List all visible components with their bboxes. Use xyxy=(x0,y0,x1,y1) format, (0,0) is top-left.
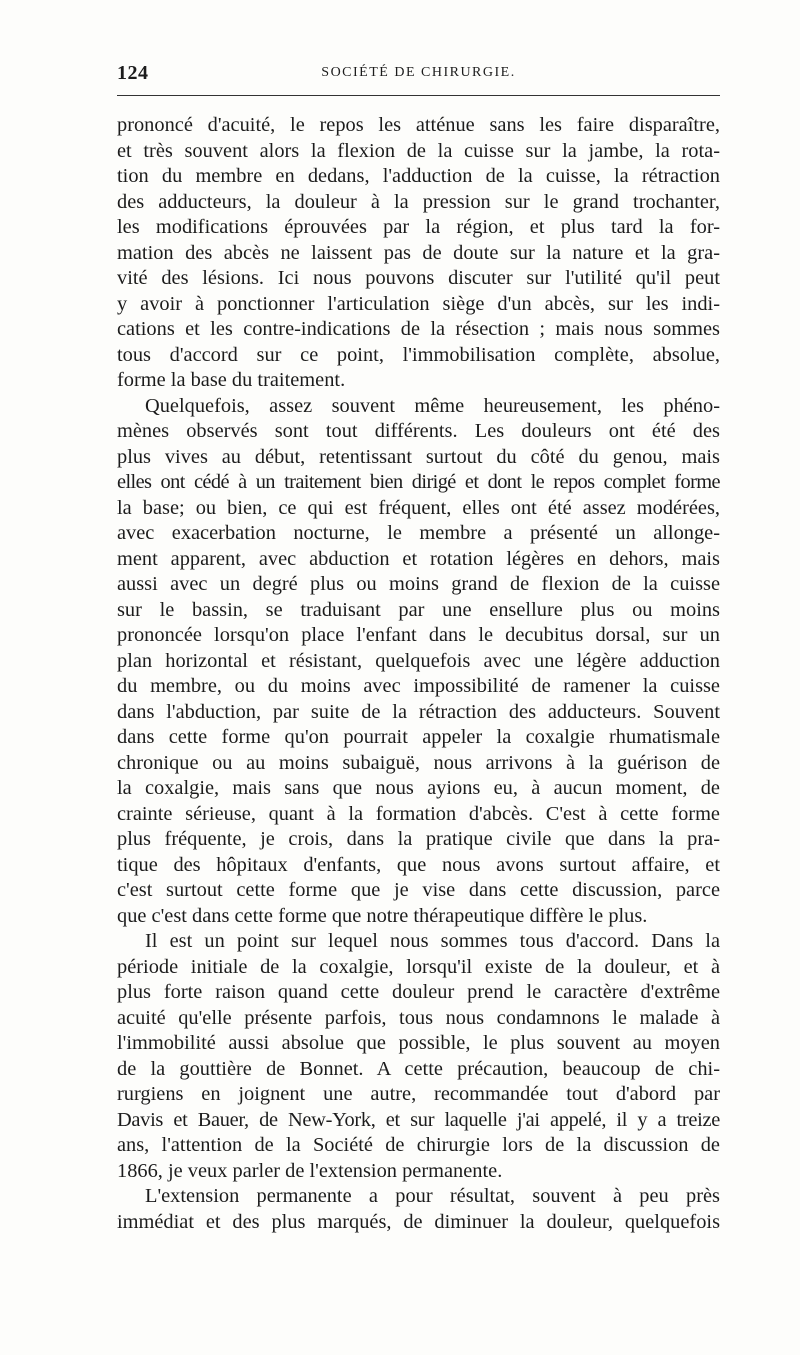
text-line: acuité qu'elle présente parfois, tous nous condamnons le malade à xyxy=(117,1006,720,1029)
text-line: la base; ou bien, ce qui est fréquent, elles ont été assez modérées, xyxy=(117,496,720,519)
text-line: mation des abcès ne laissent pas de doute sur la nature et la gra- xyxy=(117,241,720,264)
text-line: prononcée lorsqu'on place l'enfant dans le decubitus dorsal, sur un xyxy=(117,624,720,646)
text-line: y avoir à ponctionner l'articulation siège d'un abcès, sur les indi- xyxy=(117,292,720,315)
page-number: 124 xyxy=(117,62,149,84)
text-line: prononcé d'acuité, le repos les atténue sans les faire disparaître, xyxy=(117,114,720,136)
running-title: SOCIÉTÉ DE CHIRURGIE. xyxy=(321,65,516,80)
paragraph-1 xyxy=(117,113,720,394)
paragraph-3 xyxy=(117,929,720,1184)
text-line: tion du membre en dedans, l'adduction de la cuisse, la rétraction xyxy=(117,165,720,187)
text-line: dans cette forme qu'on pourrait appeler la coxalgie rhumatismale xyxy=(117,726,720,748)
text-line: crainte sérieuse, quant à la formation d'abcès. C'est à cette forme xyxy=(117,802,720,825)
body-text xyxy=(117,113,720,1235)
text-line: ans, l'attention de la Société de chirurgie lors de la discussion de xyxy=(117,1134,720,1156)
header-rule xyxy=(117,95,720,96)
text-line: rurgiens en joignent une autre, recommandée tout d'abord par xyxy=(117,1083,720,1105)
text-line: forme la base du traitement. xyxy=(117,369,346,391)
paragraph-4 xyxy=(117,1184,720,1235)
text-line: c'est surtout cette forme que je vise dans cette discussion, parce xyxy=(117,879,720,901)
text-line: dans l'abduction, par suite de la rétraction des adducteurs. Souvent xyxy=(117,700,720,723)
text-line: L'extension permanente a pour résultat, souvent à peu près xyxy=(145,1185,720,1207)
text-line: elles ont cédé à un traitement bien dirigé et dont le repos complet forme xyxy=(117,471,720,493)
text-line: ment apparent, avec abduction et rotation légères en dehors, mais xyxy=(117,547,720,570)
text-line: vité des lésions. Ici nous pouvons discuter sur l'utilité qu'il peut xyxy=(117,267,720,289)
text-line: tique des hôpitaux d'enfants, que nous avons surtout affaire, et xyxy=(117,853,720,876)
text-line: sur le bassin, se traduisant par une ensellure plus ou moins xyxy=(117,598,720,621)
running-head xyxy=(117,60,720,88)
text-line: immédiat et des plus marqués, de diminuer la douleur, quelquefois xyxy=(117,1210,720,1233)
text-line: plus fréquente, je crois, dans la pratique civile que dans la pra- xyxy=(117,828,720,850)
paragraph-2 xyxy=(117,394,720,930)
text-line: Davis et Bauer, de New-York, et sur laquelle j'ai appelé, il y a treize xyxy=(117,1108,720,1131)
text-line: que c'est dans cette forme que notre thérapeutique diffère le plus. xyxy=(117,904,648,927)
text-line: cations et les contre-indications de la résection ; mais nous sommes xyxy=(117,318,720,340)
text-line: les modifications éprouvées par la région, et plus tard la for- xyxy=(117,216,720,238)
text-line: chronique ou au moins subaiguë, nous arrivons à la guérison de xyxy=(117,751,720,774)
text-line: mènes observés sont tout différents. Les douleurs ont été des xyxy=(117,420,720,442)
text-line: Quelquefois, assez souvent même heureusement, les phéno- xyxy=(145,394,720,417)
text-line: plus forte raison quand cette douleur prend le caractère d'extrême xyxy=(117,981,720,1003)
text-line: de la gouttière de Bonnet. A cette précaution, beaucoup de chi- xyxy=(117,1057,720,1080)
text-line: des adducteurs, la douleur à la pression sur le grand trochanter, xyxy=(117,190,720,213)
text-line: tous d'accord sur ce point, l'immobilisation complète, absolue, xyxy=(117,343,720,366)
text-line: du membre, ou du moins avec impossibilité de ramener la cuisse xyxy=(117,675,720,697)
text-line: Il est un point sur lequel nous sommes tous d'accord. Dans la xyxy=(145,930,720,952)
text-line: plus vives au début, retentissant surtout du côté du genou, mais xyxy=(117,445,720,468)
text-line: avec exacerbation nocturne, le membre a présenté un allonge- xyxy=(117,522,720,544)
text-line: la coxalgie, mais sans que nous ayions eu, à aucun moment, de xyxy=(117,777,720,799)
text-line: et très souvent alors la flexion de la cuisse sur la jambe, la rota- xyxy=(117,139,720,162)
text-line: période initiale de la coxalgie, lorsqu'il existe de la douleur, et à xyxy=(117,955,720,978)
text-line: l'immobilité aussi absolue que possible, le plus souvent au moyen xyxy=(117,1032,720,1054)
text-line: plan horizontal et résistant, quelquefois avec une légère adduction xyxy=(117,649,720,672)
text-line: aussi avec un degré plus ou moins grand de flexion de la cuisse xyxy=(117,573,720,595)
text-line: 1866, je veux parler de l'extension permanente. xyxy=(117,1159,503,1182)
